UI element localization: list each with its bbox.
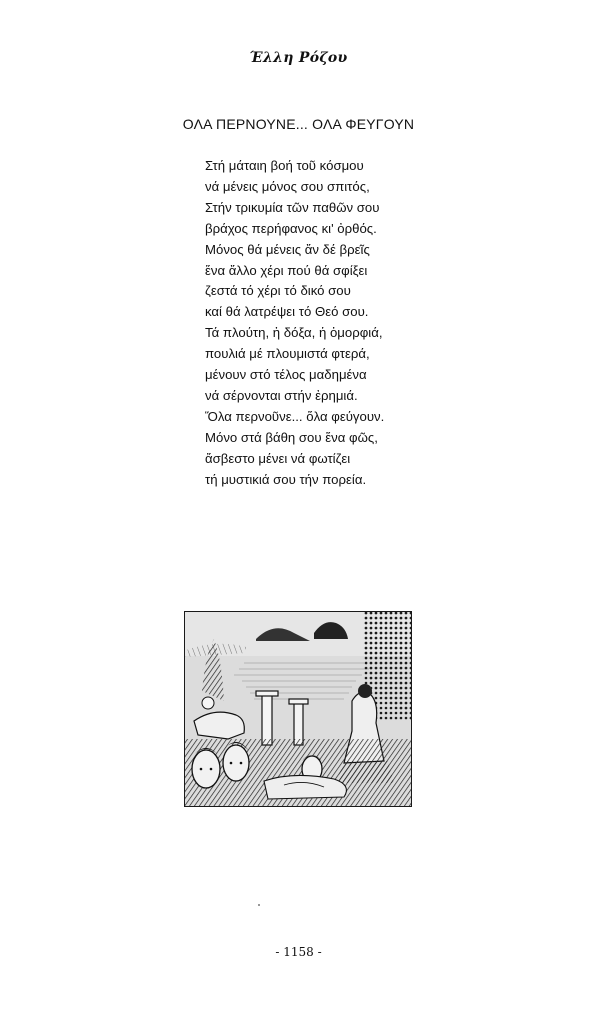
poem-line: Τά πλούτη, ἡ δόξα, ἡ ὀμορφιά, [205,325,383,341]
poem-line: τή μυστικιά σου τήν πορεία. [205,471,367,487]
poem-body [205,156,525,491]
poem-line: ζεστά τό χέρι τό δικό σου [205,283,351,299]
poem-line: ἕνα ἄλλο χέρι πού θά σφίξει [205,262,368,278]
poem-line: Μόνο στά βάθη σου ἕνα φῶς, [205,429,378,445]
poem-title: ΟΛΑ ΠΕΡΝΟΥΝΕ... ΟΛΑ ΦΕΥΓΟΥΝ [182,116,415,132]
poem-line: νά σέρνονται στήν ἐρημιά. [205,387,358,403]
poem-line: Στή μάταιη βοή τοῦ κόσμου [205,158,364,173]
print-speck [258,904,260,906]
poem-line: πουλιά μέ πλουμιστά φτερά, [205,346,370,362]
poem-line: Ὅλα περνοῦνε... ὅλα φεύγουν. [205,408,385,424]
poem-line: βράχος περήφανος κι' ὀρθός. [205,220,377,236]
poem-line: Στήν τρικυμία τῶν παθῶν σου [205,199,380,215]
poem-line: καί θά λατρέψει τό Θεό σου. [205,304,369,320]
page-number: - 1158 - [275,945,322,959]
poem-line: ἄσβεστο μένει νά φωτίζει [205,450,351,466]
poem-line: νά μένεις μόνος σου σπιτός, [205,178,370,194]
poem-line: Μόνος θά μένεις ἄν δέ βρεῖς [205,241,370,257]
poem-line: μένουν στό τέλος μαδημένα [205,367,367,383]
engraving-illustration [184,611,412,807]
author-name: Έλλη Ρόζου [249,50,348,66]
